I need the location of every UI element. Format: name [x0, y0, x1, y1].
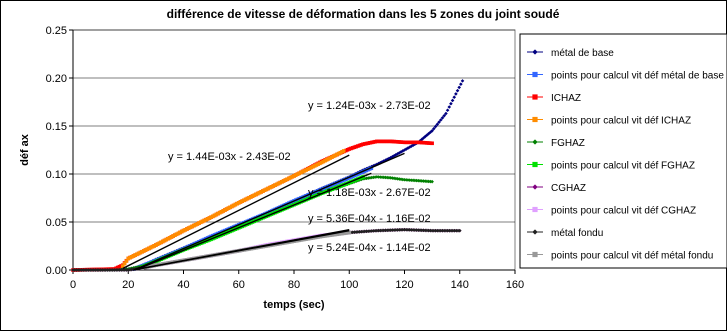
data-point [342, 149, 346, 153]
legend-marker [532, 207, 537, 212]
legend-label: points pour calcul vit déf ICHAZ [551, 115, 692, 127]
x-tick-label: 100 [340, 279, 359, 291]
legend-marker [532, 252, 537, 257]
trendline-equation: y = 5.36E-04x - 1.16E-02 [308, 213, 431, 225]
x-tick-label: 40 [177, 279, 190, 291]
x-tick-label: 80 [287, 279, 301, 291]
x-axis-label: temps (sec) [263, 299, 325, 311]
legend-item-points-pour-calcul-vit-def-fghaz [527, 161, 695, 172]
x-tick-label: 120 [395, 279, 414, 291]
data-point [430, 141, 434, 145]
y-tick-label: 0.10 [45, 169, 67, 181]
trendline-equation: y = 5.24E-04x - 1.14E-02 [308, 242, 431, 254]
legend-label: points pour calcul vit déf métal fondu [551, 250, 714, 262]
y-tick-label: 0.15 [45, 121, 67, 133]
trendline-equation: y = 1.44E-03x - 2.43E-02 [168, 151, 291, 163]
legend-item-points-pour-calcul-vit-def-metal-de-base [527, 71, 724, 82]
legend-label: points pour calcul vit déf CGHAZ [551, 205, 697, 217]
legend-label: points pour calcul vit déf FGHAZ [551, 160, 695, 172]
x-tick-label: 160 [505, 279, 525, 291]
legend-marker [532, 117, 537, 122]
legend-item-points-pour-calcul-vit-def-ichaz [527, 116, 691, 127]
x-tick-label: 20 [122, 279, 135, 291]
plot-area [73, 30, 515, 270]
x-tick-label: 0 [69, 279, 77, 291]
legend-item-points-pour-calcul-vit-def-cghaz [527, 206, 696, 217]
x-tick-label: 140 [450, 279, 469, 291]
legend-label: FGHAZ [551, 138, 585, 149]
y-tick-label: 0.00 [45, 265, 67, 277]
legend-label: CGHAZ [551, 183, 586, 194]
legend-item-points-pour-calcul-vit-def-metal-fondu [527, 251, 713, 262]
legend-label: métal de base [551, 48, 614, 59]
y-tick-label: 0.05 [45, 217, 67, 229]
trendline-equation: y = 1.18E-03x - 2.67E-02 [308, 187, 431, 199]
legend-label: points pour calcul vit déf métal de base [551, 70, 724, 82]
legend-marker [532, 162, 537, 167]
legend-label: métal fondu [551, 228, 604, 239]
legend-label: ICHAZ [551, 93, 581, 104]
y-tick-label: 0.25 [45, 25, 67, 37]
y-axis-label: déf ax [19, 134, 31, 166]
x-tick-label: 60 [232, 279, 245, 291]
chart-title: différence de vitesse de déformation dans les 5 zones du joint soudé [166, 7, 560, 21]
trendline-equation: y = 1.24E-03x - 2.73E-02 [308, 100, 431, 112]
legend-marker [532, 94, 537, 99]
legend-marker [532, 72, 537, 77]
y-tick-label: 0.20 [45, 73, 67, 85]
